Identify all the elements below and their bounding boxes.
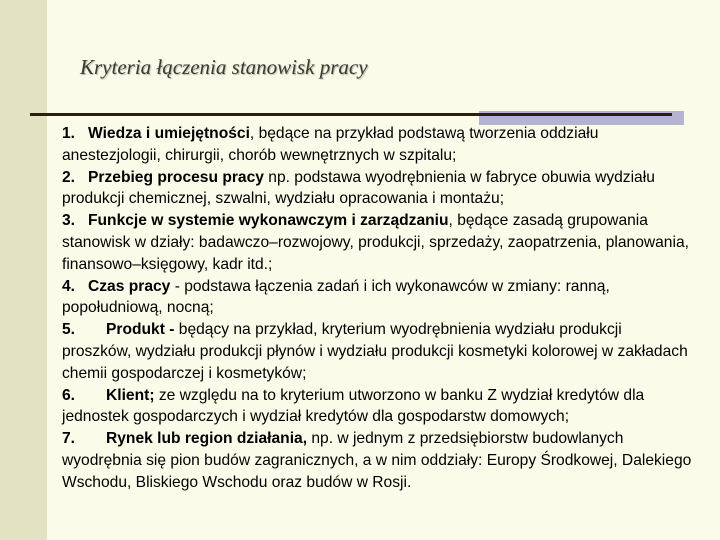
item-description: np. podstawa wyodrębnienia w fabryce obuwia wydziału produkcji chemicznej, szwalni, wydziału opracowania i montażu; (62, 168, 655, 208)
item-number: 4. (62, 277, 76, 295)
item-number: 5. (62, 321, 76, 339)
item-number: 7. (62, 430, 76, 448)
item-description: np. w jednym z przedsiębiorstw budowlanych wyodrębnia się pion budów zagranicznych, a w nim oddziały: Europy Środkowej, Dalekiego Wschodu, Bliskiego Wschodu oraz budów w Rosji. (62, 430, 692, 491)
list-item (62, 210, 692, 275)
item-description: , będące na przykład podstawą tworzenia oddziału anestezjologii, chirurgii, chorób wewnętrznych w szpitalu; (62, 125, 599, 164)
list-item (62, 385, 692, 429)
item-heading: Rynek lub region działania, (106, 430, 308, 448)
side-band (0, 0, 47, 540)
item-heading: Przebieg procesu pracy (88, 168, 264, 186)
item-heading: Funkcje w systemie wykonawczym i zarządzaniu (88, 212, 449, 230)
item-heading: Klient; (106, 386, 155, 404)
criteria-list (62, 123, 692, 494)
title-divider (30, 113, 672, 116)
item-number: 3. (62, 212, 76, 230)
list-item (62, 428, 692, 493)
item-description: ze względu na to kryterium utworzono w banku Z wydział kredytów dla jednostek gospodarczych i wydział kredytów dla gospodarstw domowych; (62, 386, 645, 426)
item-description: - podstawa łączenia zadań i ich wykonawców w zmiany: ranną, popołudniową, nocną; (62, 277, 610, 317)
item-heading: Czas pracy (88, 277, 175, 295)
item-heading: Produkt - (106, 321, 175, 339)
item-heading: Wiedza i umiejętności (88, 125, 250, 142)
list-item (62, 276, 692, 320)
item-description: będący na przykład, kryterium wyodrębnienia wydziału produkcji proszków, wydziału produkcji płynów i wydziału produkcji kosmetyki kolorowej w zakładach chemii gospodarczej i kosmetyków; (62, 321, 688, 382)
list-item (62, 123, 692, 167)
item-number: 2. (62, 168, 76, 186)
list-item (62, 167, 692, 211)
list-item (62, 319, 692, 384)
item-number: 6. (62, 386, 76, 404)
item-number: 1. (62, 125, 76, 142)
item-description: , będące zasadą grupowania stanowisk w działy: badawczo–rozwojowy, produkcji, sprzedaży, zaopatrzenia, planowania, finansowo–księgowy, kadr itd.; (62, 212, 689, 273)
slide-title: Kryteria łączenia stanowisk pracy (80, 55, 368, 79)
